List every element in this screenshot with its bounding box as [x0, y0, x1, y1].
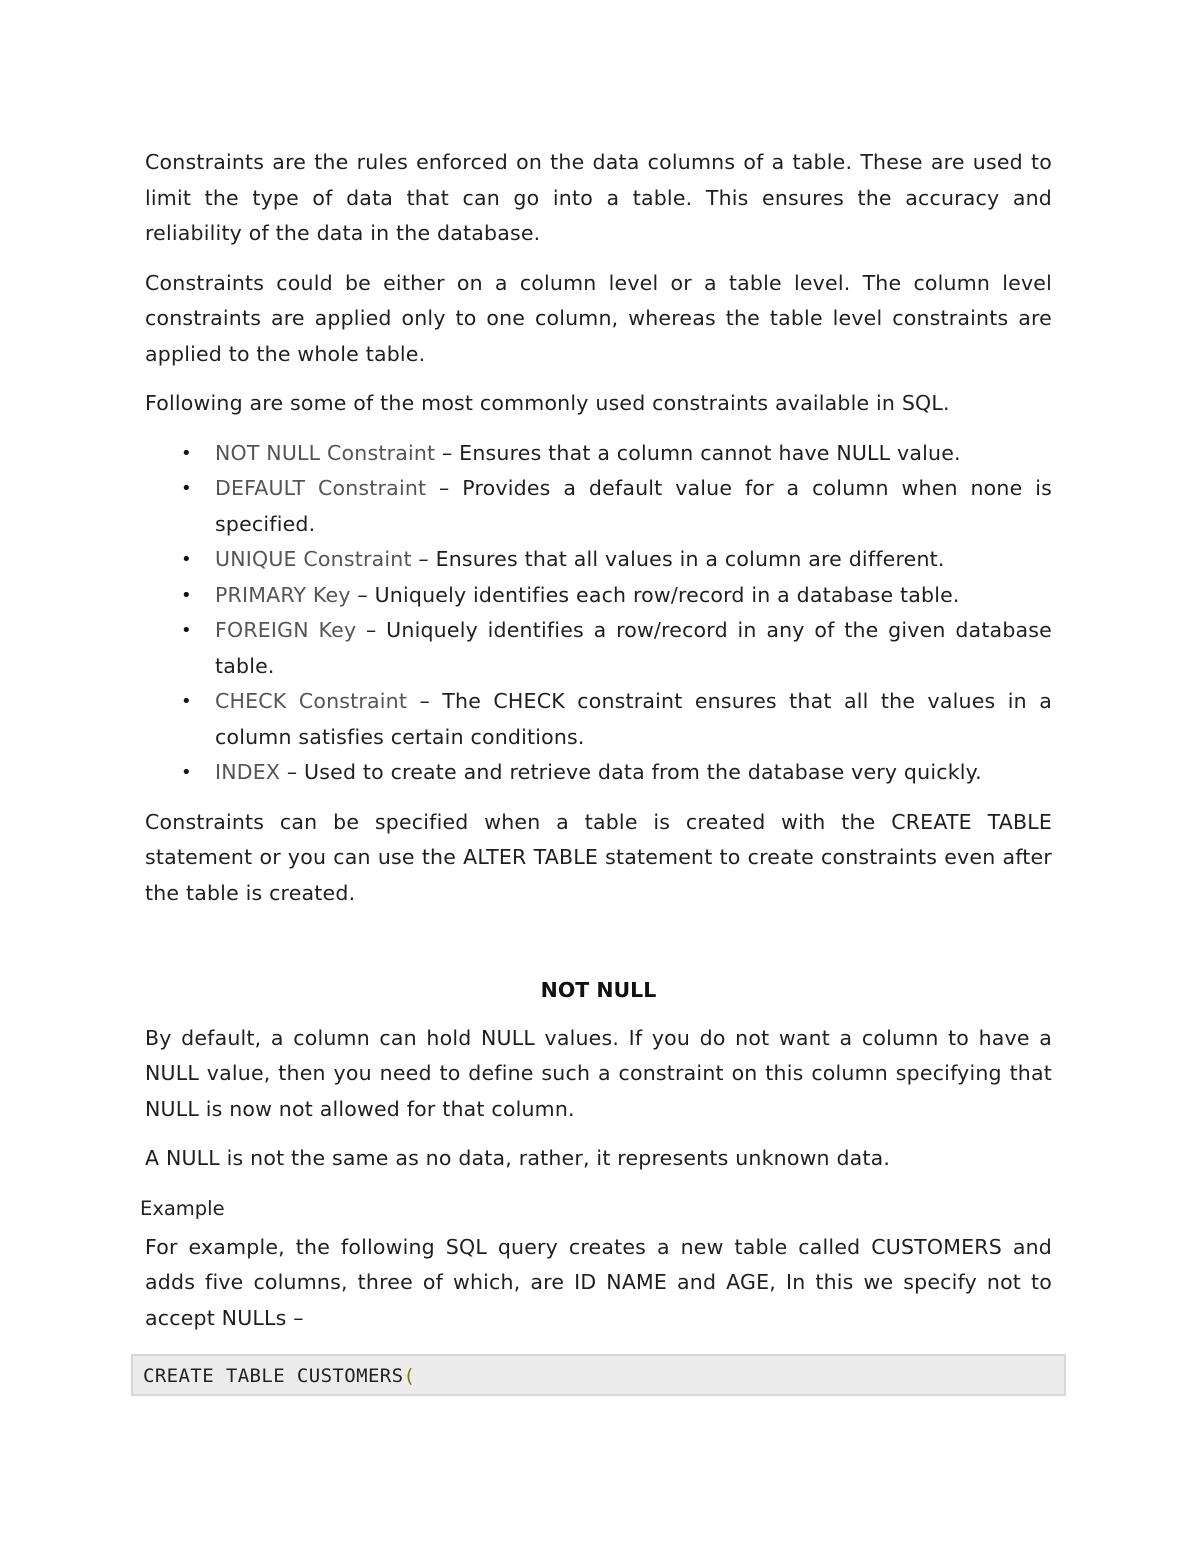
- section-heading-not-null: NOT NULL: [540, 978, 657, 1002]
- bullet-icon: •: [181, 478, 192, 499]
- not-null-paragraph-2: A NULL is not the same as no data, rather, it represents unknown data.: [145, 1146, 891, 1170]
- constraints-list: [145, 436, 1052, 791]
- following-paragraph: Following are some of the most commonly used constraints available in SQL.: [145, 391, 950, 415]
- list-item: [145, 684, 1052, 755]
- list-item: [145, 578, 1052, 614]
- bullet-icon: •: [181, 442, 192, 464]
- code-paren: (: [403, 1365, 416, 1387]
- list-item: [145, 613, 1052, 684]
- constraint-term: NOT NULL Constraint: [215, 440, 436, 465]
- list-item: [145, 755, 1052, 791]
- constraint-description: – Ensures that all values in a column are different.: [411, 547, 945, 571]
- constraint-description: – Ensures that a column cannot have NULL value.: [435, 440, 961, 465]
- constraint-term: PRIMARY Key: [215, 582, 351, 607]
- example-paragraph: For example, the following SQL query creates a new table called CUSTOMERS and adds five columns, three of which, are ID NAME and AGE, In this we specify not to accept NULLs –: [145, 1234, 1052, 1330]
- intro-paragraph: Constraints are the rules enforced on the data columns of a table. These are used to limit the type of data that can go into a table. This ensures the accuracy and reliability of the data in the database.: [145, 150, 1052, 245]
- bullet-icon: •: [181, 620, 192, 641]
- bullet-icon: •: [181, 584, 192, 606]
- constraint-description: – Used to create and retrieve data from the database very quickly.: [280, 760, 982, 784]
- code-line: [143, 1364, 415, 1388]
- constraint-term: UNIQUE Constraint: [215, 547, 412, 571]
- levels-paragraph: Constraints could be either on a column level or a table level. The column level constraints are applied only to one column, whereas the table level constraints are applied to the whole table.: [145, 270, 1052, 366]
- bullet-icon: •: [181, 549, 192, 570]
- example-label: Example: [140, 1196, 225, 1220]
- list-item: [145, 542, 1052, 578]
- specified-paragraph: Constraints can be specified when a table is created with the CREATE TABLE statement or you can use the ALTER TABLE statement to create constraints even after the table is created.: [145, 809, 1052, 905]
- bullet-icon: •: [181, 762, 192, 783]
- code-block: [131, 1354, 1066, 1396]
- constraint-term: CHECK Constraint: [215, 689, 408, 713]
- document-content: [140, 145, 1052, 1350]
- constraint-term: DEFAULT Constraint: [215, 476, 427, 500]
- constraint-term: FOREIGN Key: [215, 618, 357, 642]
- constraint-description: – The CHECK constraint ensures that all the values in a column satisfies certain conditions.: [215, 689, 1052, 749]
- list-item: [145, 436, 1052, 472]
- constraint-term: INDEX: [215, 760, 281, 784]
- bullet-icon: •: [181, 691, 192, 712]
- constraint-description: – Provides a default value for a column when none is specified.: [215, 476, 1052, 536]
- constraint-description: – Uniquely identifies a row/record in any of the given database table.: [215, 618, 1052, 678]
- not-null-paragraph-1: By default, a column can hold NULL values. If you do not want a column to have a NULL value, then you need to define such a constraint on this column specifying that NULL is now not allowed for that column.: [145, 1025, 1052, 1121]
- constraint-description: – Uniquely identifies each row/record in a database table.: [350, 582, 960, 607]
- list-item: [145, 471, 1052, 542]
- code-text: CREATE TABLE CUSTOMERS: [143, 1365, 404, 1387]
